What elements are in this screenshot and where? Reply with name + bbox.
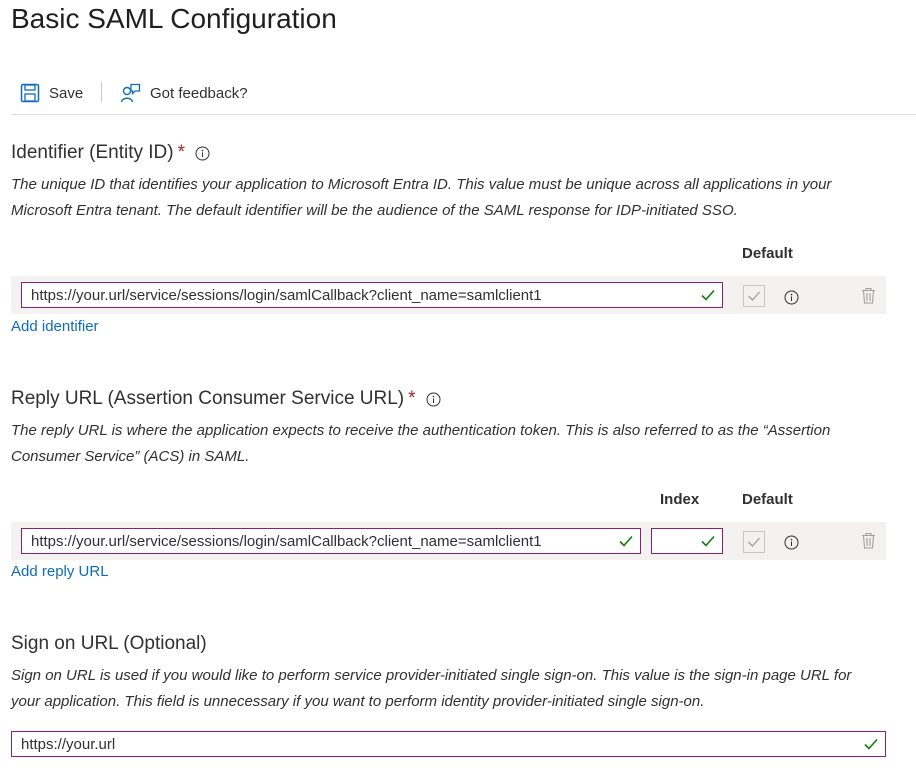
feedback-button[interactable] (120, 78, 248, 108)
sign-on-url-label: Sign on URL (Optional) (11, 633, 207, 654)
sign-on-url-value: https://your.url (21, 735, 116, 753)
page-title: Basic SAML Configuration (11, 3, 337, 34)
identifier-input[interactable] (21, 282, 723, 308)
identifier-value: https://your.url/service/sessions/login/samlCallback?client_name=samlclient1 (31, 286, 542, 304)
checkbox-icon (747, 536, 761, 548)
default-column-header: Default (742, 491, 793, 508)
info-icon[interactable] (195, 146, 210, 161)
save-button[interactable] (20, 78, 83, 108)
checkmark-icon (619, 534, 633, 551)
sign-on-url-input[interactable] (11, 731, 886, 757)
delete-icon[interactable] (861, 287, 876, 304)
index-column-header: Index (660, 491, 700, 508)
sign-on-url-description: Sign on URL is used if you would like to perform service provider-initiated single sign-on. This value is the sign-in page URL for your application. This field is unnecessary if you want to perform identity provider-initiated single sign-on. (11, 667, 852, 710)
identifier-row (11, 276, 886, 314)
reply-url-heading (11, 388, 441, 410)
sign-on-url-heading (11, 633, 207, 655)
default-column-header: Default (742, 245, 793, 262)
identifier-description: The unique ID that identifies your application to Microsoft Entra ID. This value must be unique across all applications in your Microsoft Entra tenant. The default identifier will be the audience of the SAML response for IDP-initiated SSO. (11, 176, 832, 219)
add-reply-url-link[interactable]: Add reply URL (11, 563, 109, 580)
required-indicator: * (177, 142, 186, 163)
reply-url-input[interactable] (21, 528, 641, 554)
identifier-heading (11, 142, 210, 164)
command-bar (11, 78, 916, 108)
checkbox-icon (747, 290, 761, 302)
save-icon (20, 83, 49, 103)
delete-icon[interactable] (861, 532, 876, 549)
feedback-label: Got feedback? (150, 84, 248, 102)
feedback-icon (120, 83, 150, 104)
info-icon[interactable] (426, 392, 441, 407)
reply-url-default-checkbox[interactable] (743, 531, 765, 553)
reply-url-row (11, 522, 886, 560)
checkmark-icon (701, 534, 715, 551)
toolbar-divider-line (11, 114, 916, 115)
save-label: Save (49, 84, 84, 102)
add-identifier-link[interactable]: Add identifier (11, 318, 99, 335)
identifier-default-checkbox[interactable] (743, 285, 765, 307)
reply-url-value: https://your.url/service/sessions/login/samlCallback?client_name=samlclient1 (31, 532, 542, 550)
toolbar-divider (101, 82, 102, 102)
checkmark-icon (701, 288, 715, 305)
reply-url-description: The reply URL is where the application expects to receive the authentication token. This is also referred to as the “Assertion Consumer Service” (ACS) in SAML. (11, 422, 831, 465)
identifier-label: Identifier (Entity ID) (11, 142, 174, 163)
checkmark-icon (864, 737, 878, 754)
reply-url-index-input[interactable] (651, 528, 723, 554)
required-indicator: * (408, 388, 416, 409)
info-icon[interactable] (784, 535, 799, 550)
reply-url-label: Reply URL (Assertion Consumer Service URL) (11, 388, 405, 409)
info-icon[interactable] (784, 290, 799, 305)
